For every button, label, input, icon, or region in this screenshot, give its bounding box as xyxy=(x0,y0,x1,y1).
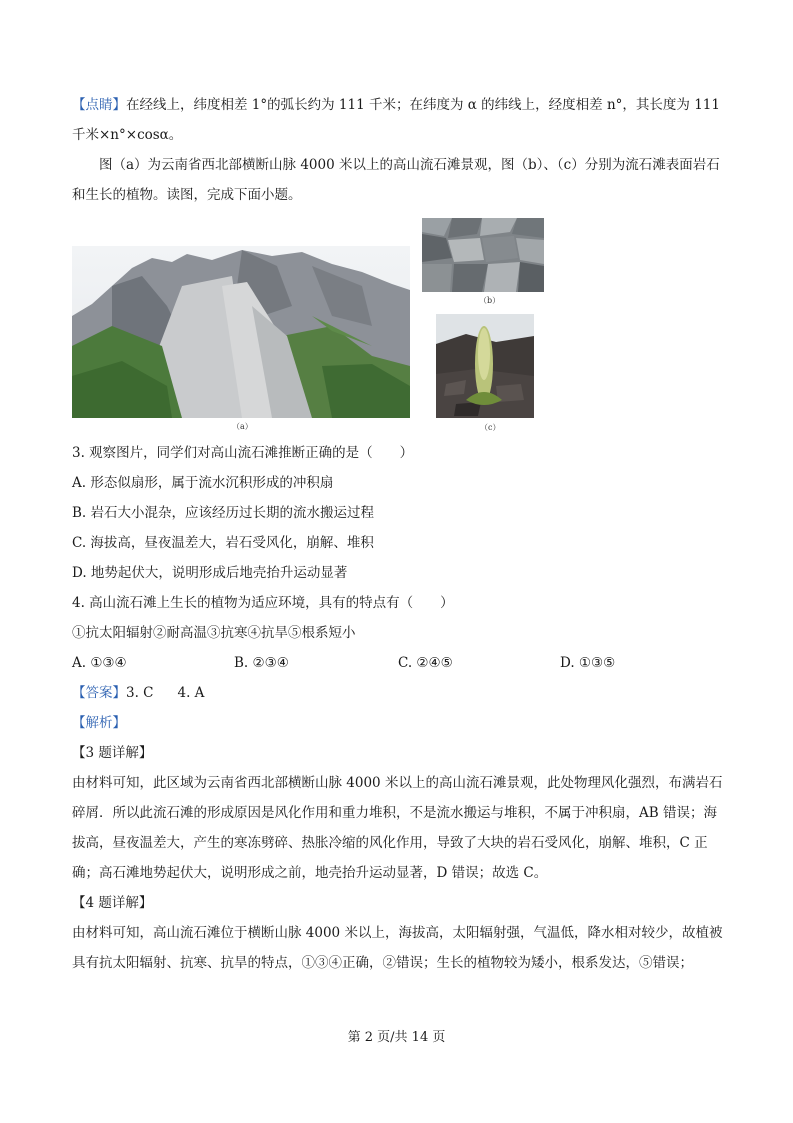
figure-c-plant xyxy=(436,314,534,418)
detail-3-label: 【3 题详解】 xyxy=(72,745,153,761)
answer-3: 3. C xyxy=(126,685,154,701)
q4-option-a: A. ①③④ xyxy=(72,655,127,671)
figure-b-rocks xyxy=(422,218,544,292)
q4-items: ①抗太阳辐射②耐高温③抗寒④抗旱⑤根系短小 xyxy=(72,625,356,641)
detail-4-label: 【4 题详解】 xyxy=(72,895,153,911)
q3-option-d: D. 地势起伏大，说明形成后地壳抬升运动显著 xyxy=(72,565,348,581)
figure-group xyxy=(72,218,724,438)
figure-c-caption: （c） xyxy=(480,423,501,432)
answer-label: 【答案】 xyxy=(72,685,126,701)
q4-option-b: B. ②③④ xyxy=(234,655,289,671)
q4-option-c: C. ②④⑤ xyxy=(398,655,453,671)
q3-option-b: B. 岩石大小混杂，应该经历过长期的流水搬运过程 xyxy=(72,505,375,521)
q4-option-d: D. ①③⑤ xyxy=(560,655,616,671)
hint-text: 在经线上，纬度相差 1°的弧长约为 111 千米；在纬度为 α 的纬线上，经度相差 n°，其长度为 111 千米×n°×cosα。 xyxy=(72,97,720,143)
q3-stem: 3. 观察图片，同学们对高山流石滩推断正确的是（ ） xyxy=(72,445,414,461)
q4-stem: 4. 高山流石滩上生长的植物为适应环境，具有的特点有（ ） xyxy=(72,595,454,611)
q4-options xyxy=(72,648,724,678)
page-footer: 第 2 页/共 14 页 xyxy=(347,1030,446,1045)
detail-4-text: 由材料可知，高山流石滩位于横断山脉 4000 米以上，海拔高，太阳辐射强，气温低，降水相对较少，故植被具有抗太阳辐射、抗寒、抗旱的特点，①③④正确，②错误；生长的植物较为矮小，根系发达，⑤错误； xyxy=(72,925,723,971)
hint-label: 【点睛】 xyxy=(72,97,126,113)
answer-line xyxy=(72,678,724,708)
hint-paragraph xyxy=(72,90,724,150)
q3-option-c: C. 海拔高，昼夜温差大，岩石受风化，崩解、堆积 xyxy=(72,535,374,551)
figure-a-caption: （a） xyxy=(232,422,253,431)
intro-paragraph: 图（a）为云南省西北部横断山脉 4000 米以上的高山流石滩景观，图（b）、（c）分别为流石滩表面岩石和生长的植物。读图，完成下面小题。 xyxy=(72,157,720,203)
analysis-label: 【解析】 xyxy=(72,715,126,731)
figure-a-landscape xyxy=(72,246,410,418)
detail-3-text: 由材料可知，此区域为云南省西北部横断山脉 4000 米以上的高山流石滩景观，此处物理风化强烈，布满岩石碎屑．所以此流石滩的形成原因是风化作用和重力堆积，不是流水搬运与堆积，不属于冲积扇，AB 错误；海拔高，昼夜温差大，产生的寒冻劈碎、热胀冷缩的风化作用，导致了大块的岩石受风化，崩解、堆积，C 正确；高石滩地势起伏大，说明形成之前，地壳抬升运动显著，D 错误；故选 C。 xyxy=(72,775,723,881)
figure-b-caption: （b） xyxy=(479,296,501,305)
answer-4: 4. A xyxy=(177,685,205,701)
page-content xyxy=(72,90,724,978)
q3-option-a: A. 形态似扇形，属于流水沉积形成的冲积扇 xyxy=(72,475,334,491)
